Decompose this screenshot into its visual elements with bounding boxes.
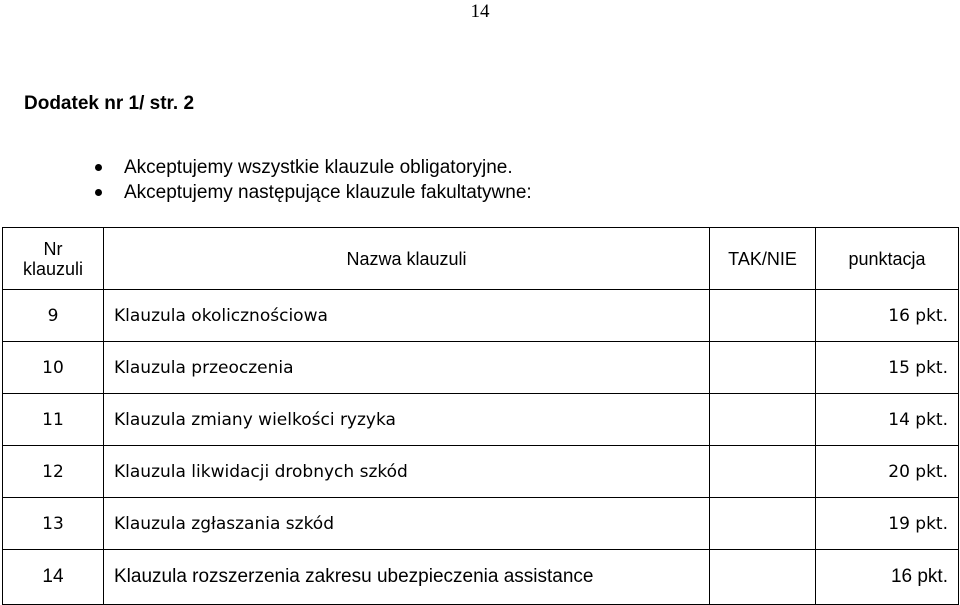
header-clause-number-line1: Nr <box>43 238 63 259</box>
header-clause-number-line2: klauzuli <box>22 258 84 279</box>
clause-number: 12 <box>3 446 104 498</box>
clause-points: 14 pkt. <box>816 394 959 446</box>
bullet-text: Akceptujemy następujące klauzule fakultatywne: <box>124 182 532 203</box>
clause-yes-no[interactable] <box>710 550 816 605</box>
header-yes-no: TAK/NIE <box>710 228 816 290</box>
section-heading: Dodatek nr 1/ str. 2 <box>24 93 195 114</box>
clause-yes-no[interactable] <box>710 394 816 446</box>
table-row <box>3 498 959 550</box>
table-header-row <box>3 228 959 290</box>
page-number: 14 <box>470 1 490 22</box>
bullet-icon <box>95 164 102 171</box>
bullet-item <box>0 155 532 180</box>
clause-name: Klauzula zgłaszania szkód <box>104 498 710 550</box>
clause-number: 13 <box>3 498 104 550</box>
clause-points: 15 pkt. <box>816 342 959 394</box>
clause-number: 9 <box>3 290 104 342</box>
table-row <box>3 446 959 498</box>
header-clause-name: Nazwa klauzuli <box>104 228 710 290</box>
clause-number: 11 <box>3 394 104 446</box>
clause-name: Klauzula rozszerzenia zakresu ubezpieczenia assistance <box>104 550 710 605</box>
table-row <box>3 394 959 446</box>
clause-name: Klauzula likwidacji drobnych szkód <box>104 446 710 498</box>
table-row <box>3 550 959 605</box>
header-points: punktacja <box>816 228 959 290</box>
clause-yes-no[interactable] <box>710 342 816 394</box>
clause-yes-no[interactable] <box>710 290 816 342</box>
bullet-item <box>0 180 532 205</box>
header-clause-number <box>3 228 104 290</box>
clause-points: 16 pkt. <box>816 550 959 605</box>
clause-yes-no[interactable] <box>710 446 816 498</box>
clause-yes-no[interactable] <box>710 498 816 550</box>
clause-name: Klauzula okolicznościowa <box>104 290 710 342</box>
bullet-icon <box>95 189 102 196</box>
table-row <box>3 342 959 394</box>
clause-points: 20 pkt. <box>816 446 959 498</box>
clause-points: 16 pkt. <box>816 290 959 342</box>
clause-number: 10 <box>3 342 104 394</box>
clauses-table <box>2 227 959 605</box>
bullet-text: Akceptujemy wszystkie klauzule obligatoryjne. <box>124 157 513 178</box>
clause-number: 14 <box>3 550 104 605</box>
clause-name: Klauzula przeoczenia <box>104 342 710 394</box>
acceptance-list <box>0 155 532 205</box>
table-row <box>3 290 959 342</box>
clause-name: Klauzula zmiany wielkości ryzyka <box>104 394 710 446</box>
clause-points: 19 pkt. <box>816 498 959 550</box>
